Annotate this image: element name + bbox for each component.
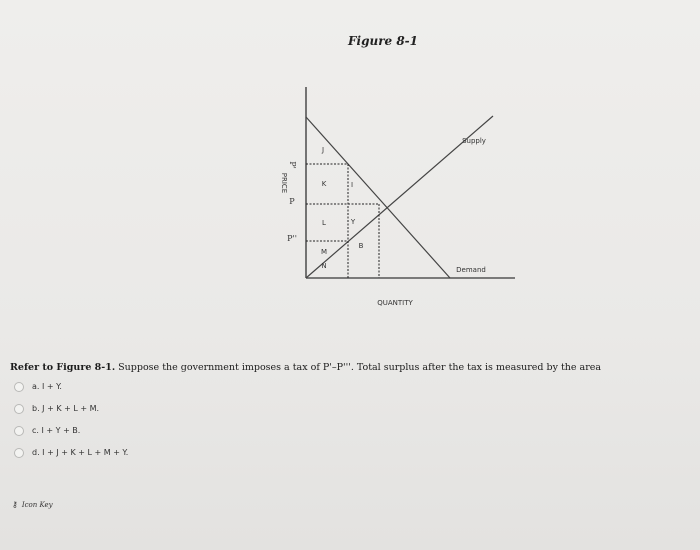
option-c-label: c. I + Y + B. <box>32 426 81 435</box>
option-d[interactable] <box>14 447 128 458</box>
icon-key[interactable] <box>12 500 53 509</box>
price-label-equilibrium: P <box>289 197 295 206</box>
option-c[interactable] <box>14 425 128 436</box>
radio-button-a[interactable] <box>14 382 24 392</box>
option-b-label: b. J + K + L + M. <box>32 404 100 413</box>
price-label-lower: P'' <box>287 234 297 243</box>
question-text <box>10 362 601 373</box>
demand-label: Demand <box>456 266 486 274</box>
icon-key-label: Icon Key <box>21 500 53 509</box>
question-body: Suppose the government imposes a tax of P'–P'''. Total surplus after the tax is measured by the area <box>115 362 602 373</box>
option-a-label: a. I + Y. <box>32 382 62 391</box>
key-icon: ⚷ <box>12 500 18 509</box>
area-label-j: J <box>321 146 325 154</box>
area-label-i: I <box>350 181 354 189</box>
area-label-y: Y <box>350 218 356 226</box>
radio-button-d[interactable] <box>14 448 24 458</box>
area-label-b: B <box>358 242 364 250</box>
area-label-l: L <box>322 219 326 227</box>
x-axis-label: QUANTITY <box>377 299 413 307</box>
supply-label: Supply <box>462 137 486 145</box>
radio-button-c[interactable] <box>14 426 24 436</box>
radio-button-b[interactable] <box>14 404 24 414</box>
answer-options <box>14 381 128 469</box>
question-ref: Refer to Figure 8-1. <box>10 362 116 373</box>
area-label-k: K <box>321 180 327 188</box>
option-b[interactable] <box>14 403 128 414</box>
y-axis-label: PRICE <box>280 172 288 194</box>
option-a[interactable] <box>14 381 128 392</box>
area-label-n: N <box>321 262 327 270</box>
figure-title: Figure 8-1 <box>348 34 419 48</box>
demand-curve <box>306 117 450 278</box>
price-label-upper: P' <box>288 161 297 169</box>
option-d-label: d. I + J + K + L + M + Y. <box>32 448 129 457</box>
area-label-m: M <box>320 248 328 256</box>
